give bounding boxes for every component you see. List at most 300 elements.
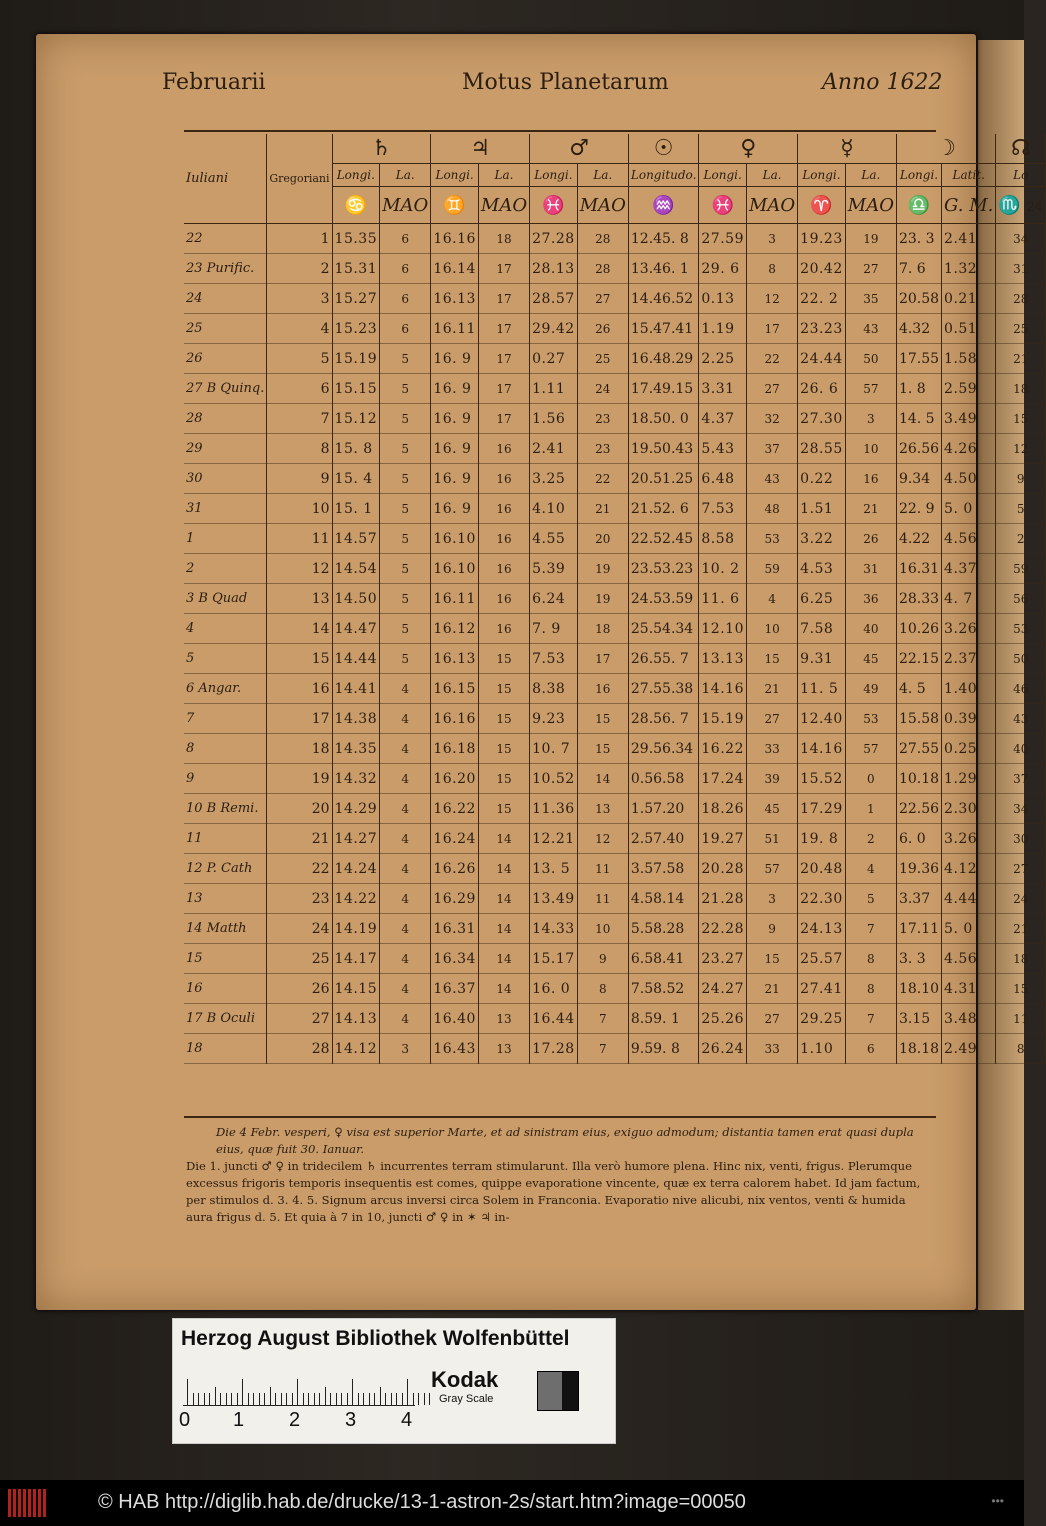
cell-mar: 4.10 (530, 494, 578, 524)
cell-jupl: 15 (478, 734, 529, 764)
cell-mer: 9.31 (798, 644, 846, 674)
cell-ven: 7.53 (699, 494, 747, 524)
cell-moon: 7. 6 (896, 254, 941, 284)
cell-greg: 2 (267, 254, 332, 284)
copyright-link[interactable]: © HAB http://diglib.hab.de/drucke/13-1-astron-2s/start.htm?image=00050 (98, 1491, 746, 1513)
cell-moonl: 4.37 (942, 554, 996, 584)
cell-jul: 27 B Quinq. (184, 374, 267, 404)
cell-venl: 8 (746, 254, 797, 284)
mercury-longi-header: Longi. (798, 164, 846, 187)
cell-jup: 16.11 (431, 314, 479, 344)
venus-lat-header: La. (746, 164, 797, 187)
cell-marl: 12 (577, 824, 628, 854)
mercury-sign: ♈ (798, 187, 846, 224)
cell-mer: 3.22 (798, 524, 846, 554)
cell-jup: 16.43 (431, 1034, 479, 1064)
cell-jup: 16.10 (431, 554, 479, 584)
table-row (184, 254, 1046, 284)
table-row (184, 524, 1046, 554)
ruler-tick (259, 1393, 260, 1405)
cell-ven: 21.28 (699, 884, 747, 914)
cell-sat: 14.13 (332, 1004, 380, 1034)
ruler-number: 4 (401, 1409, 413, 1431)
cell-ven: 27.59 (699, 224, 747, 254)
cell-jup: 16. 9 (431, 344, 479, 374)
cell-node: 21 (996, 914, 1046, 944)
cell-moon: 19.36 (896, 854, 941, 884)
cell-venl: 59 (746, 554, 797, 584)
cell-greg: 28 (267, 1034, 332, 1064)
cell-sun: 22.52.45 (628, 524, 699, 554)
cell-sat: 15.19 (332, 344, 380, 374)
cell-moon: 23. 3 (896, 224, 941, 254)
cell-jup: 16.40 (431, 1004, 479, 1034)
cell-moonl: 1.40 (942, 674, 996, 704)
month-heading: Februarii (162, 70, 266, 95)
cell-mar: 12.21 (530, 824, 578, 854)
cell-satl: 6 (380, 224, 431, 254)
cell-jup: 16.15 (431, 674, 479, 704)
cell-greg: 13 (267, 584, 332, 614)
cell-sun: 7.58.52 (628, 974, 699, 1004)
cell-moonl: 2.30 (942, 794, 996, 824)
cell-moon: 14. 5 (896, 404, 941, 434)
cell-ven: 29. 6 (699, 254, 747, 284)
cell-sat: 15. 8 (332, 434, 380, 464)
mao-label: MAO (478, 187, 529, 224)
cell-sun: 2.57.40 (628, 824, 699, 854)
moon-symbol: ☽ (896, 134, 995, 164)
cell-mer: 6.25 (798, 584, 846, 614)
cell-satl: 5 (380, 584, 431, 614)
table-row (184, 284, 1046, 314)
year-heading: Anno 1622 (822, 70, 943, 95)
table-row (184, 824, 1046, 854)
cell-ven: 1.19 (699, 314, 747, 344)
cell-jul: 9 (184, 764, 267, 794)
cell-satl: 4 (380, 884, 431, 914)
cell-jul: 28 (184, 404, 267, 434)
ruler-tick (237, 1393, 238, 1405)
cell-jul: 13 (184, 884, 267, 914)
table-row (184, 764, 1046, 794)
cell-sun: 12.45. 8 (628, 224, 699, 254)
cell-ven: 14.16 (699, 674, 747, 704)
cell-venl: 21 (746, 974, 797, 1004)
cell-sat: 14.50 (332, 584, 380, 614)
cell-sun: 28.56. 7 (628, 704, 699, 734)
ruler-number: 0 (179, 1409, 191, 1431)
cell-jupl: 14 (478, 824, 529, 854)
note-line-1: Die 4 Febr. vesperi, ♀ visa est superior Marte, et ad sinistram eius, exiguo admodum; distantia tamen erat quasi dupla eius, quæ fuit 30. Ianuar. (216, 1125, 914, 1156)
cell-mar: 5.39 (530, 554, 578, 584)
cell-marl: 9 (577, 944, 628, 974)
cell-jul: 26 (184, 344, 267, 374)
cell-greg: 11 (267, 524, 332, 554)
cell-mer: 4.53 (798, 554, 846, 584)
cell-marl: 15 (577, 704, 628, 734)
cell-jupl: 18 (478, 224, 529, 254)
cell-ven: 17.24 (699, 764, 747, 794)
cell-sun: 9.59. 8 (628, 1034, 699, 1064)
cell-venl: 10 (746, 614, 797, 644)
cell-node: 25 (996, 314, 1046, 344)
cell-marl: 16 (577, 674, 628, 704)
cell-moon: 9.34 (896, 464, 941, 494)
cell-mer: 27.30 (798, 404, 846, 434)
cell-sat: 14.32 (332, 764, 380, 794)
cell-marl: 8 (577, 974, 628, 1004)
cell-marl: 28 (577, 254, 628, 284)
cell-merl: 7 (845, 914, 896, 944)
cell-mer: 15.52 (798, 764, 846, 794)
cell-greg: 18 (267, 734, 332, 764)
cell-mer: 20.42 (798, 254, 846, 284)
cell-ven: 8.58 (699, 524, 747, 554)
cell-jupl: 17 (478, 344, 529, 374)
cell-sun: 19.50.43 (628, 434, 699, 464)
cell-sat: 14.41 (332, 674, 380, 704)
saturn-longi-header: Longi. (332, 164, 380, 187)
cell-jul: 6 Angar. (184, 674, 267, 704)
cell-moon: 4.22 (896, 524, 941, 554)
cell-moon: 3.37 (896, 884, 941, 914)
cell-greg: 3 (267, 284, 332, 314)
ruler-tick (292, 1393, 293, 1405)
cell-marl: 13 (577, 794, 628, 824)
cell-satl: 5 (380, 404, 431, 434)
cell-sun: 20.51.25 (628, 464, 699, 494)
ruler-tick (281, 1393, 282, 1405)
ruler-tick (336, 1393, 337, 1405)
cell-moon: 22. 9 (896, 494, 941, 524)
cell-marl: 14 (577, 764, 628, 794)
observation-notes (186, 1124, 934, 1226)
cell-jul: 2 (184, 554, 267, 584)
cell-venl: 33 (746, 1034, 797, 1064)
cell-sat: 15.15 (332, 374, 380, 404)
cell-marl: 23 (577, 404, 628, 434)
cell-jupl: 14 (478, 854, 529, 884)
cell-merl: 35 (845, 284, 896, 314)
cell-ven: 6.48 (699, 464, 747, 494)
cell-jul: 15 (184, 944, 267, 974)
cell-sun: 16.48.29 (628, 344, 699, 374)
cell-merl: 31 (845, 554, 896, 584)
cell-sat: 15.23 (332, 314, 380, 344)
cell-merl: 5 (845, 884, 896, 914)
table-row (184, 614, 1046, 644)
cell-merl: 6 (845, 1034, 896, 1064)
ruler-tick (319, 1393, 320, 1405)
table-bottom-rule (184, 1116, 936, 1118)
cell-venl: 3 (746, 224, 797, 254)
cell-jup: 16. 9 (431, 494, 479, 524)
cell-moon: 15.58 (896, 704, 941, 734)
ruler-tick (264, 1393, 265, 1405)
cell-venl: 4 (746, 584, 797, 614)
cell-satl: 5 (380, 434, 431, 464)
cell-jupl: 17 (478, 404, 529, 434)
cell-satl: 4 (380, 704, 431, 734)
ruler-tick (330, 1393, 331, 1405)
node-sign-glyph: ♏ (998, 194, 1021, 216)
ruler-tick (193, 1393, 194, 1405)
cell-sat: 14.22 (332, 884, 380, 914)
library-name: Herzog August Bibliothek Wolfenbüttel (181, 1327, 570, 1350)
cell-jul: 3 B Quad (184, 584, 267, 614)
cell-mar: 1.56 (530, 404, 578, 434)
ruler-tick (363, 1393, 364, 1405)
cell-mer: 22. 2 (798, 284, 846, 314)
cell-jul: 11 (184, 824, 267, 854)
cell-moon: 22.15 (896, 644, 941, 674)
cell-moonl: 2.41 (942, 224, 996, 254)
table-row (184, 644, 1046, 674)
cell-jul: 12 P. Cath (184, 854, 267, 884)
cell-merl: 40 (845, 614, 896, 644)
cell-sat: 15.27 (332, 284, 380, 314)
ruler-tick (402, 1393, 403, 1405)
cell-jul: 16 (184, 974, 267, 1004)
cell-mer: 12.40 (798, 704, 846, 734)
cell-satl: 4 (380, 944, 431, 974)
cell-mar: 0.27 (530, 344, 578, 374)
table-top-rule (184, 130, 936, 132)
cell-jupl: 15 (478, 674, 529, 704)
cell-sun: 27.55.38 (628, 674, 699, 704)
cell-moon: 17.55 (896, 344, 941, 374)
cell-jul: 10 B Remi. (184, 794, 267, 824)
mao-label: MAO (380, 187, 431, 224)
cell-greg: 20 (267, 794, 332, 824)
cell-venl: 48 (746, 494, 797, 524)
cell-marl: 20 (577, 524, 628, 554)
cell-node: 8 (996, 1034, 1046, 1064)
cell-sat: 15.12 (332, 404, 380, 434)
ruler-tick (418, 1393, 419, 1405)
cell-moonl: 4.56 (942, 944, 996, 974)
cell-jup: 16.18 (431, 734, 479, 764)
cell-ven: 12.10 (699, 614, 747, 644)
ruler-number: 2 (289, 1409, 301, 1431)
cell-node: 11 (996, 1004, 1046, 1034)
cell-satl: 5 (380, 464, 431, 494)
cell-node: 37 (996, 764, 1046, 794)
cell-moonl: 0.21 (942, 284, 996, 314)
cell-ven: 18.26 (699, 794, 747, 824)
cell-moonl: 4.50 (942, 464, 996, 494)
cell-sat: 14.19 (332, 914, 380, 944)
mars-symbol: ♂ (530, 134, 629, 164)
cell-venl: 22 (746, 344, 797, 374)
cell-sat: 15. 4 (332, 464, 380, 494)
color-target-card (172, 1318, 616, 1444)
cell-sat: 14.57 (332, 524, 380, 554)
jupiter-sign: ♊ (431, 187, 479, 224)
ruler-tick (242, 1379, 243, 1405)
sun-sign: ♒ (628, 187, 699, 224)
cell-greg: 27 (267, 1004, 332, 1034)
cell-satl: 5 (380, 374, 431, 404)
cell-jul: 24 (184, 284, 267, 314)
cell-sat: 14.38 (332, 704, 380, 734)
cell-merl: 19 (845, 224, 896, 254)
cell-venl: 51 (746, 824, 797, 854)
cell-merl: 1 (845, 794, 896, 824)
cell-mar: 1.11 (530, 374, 578, 404)
cell-venl: 45 (746, 794, 797, 824)
cell-sat: 14.27 (332, 824, 380, 854)
cell-ven: 24.27 (699, 974, 747, 1004)
mars-lat-header: La. (577, 164, 628, 187)
cell-sat: 14.54 (332, 554, 380, 584)
node-symbol: ☊ (996, 134, 1046, 164)
table-row (184, 434, 1046, 464)
cell-sun: 17.49.15 (628, 374, 699, 404)
cell-jup: 16. 9 (431, 404, 479, 434)
cell-jup: 16. 9 (431, 374, 479, 404)
cell-jup: 16.29 (431, 884, 479, 914)
cell-satl: 4 (380, 824, 431, 854)
cell-satl: 4 (380, 674, 431, 704)
cell-moon: 18.10 (896, 974, 941, 1004)
cell-mar: 17.28 (530, 1034, 578, 1064)
cell-merl: 21 (845, 494, 896, 524)
mercury-symbol: ☿ (798, 134, 897, 164)
cell-jul: 29 (184, 434, 267, 464)
cell-jupl: 17 (478, 254, 529, 284)
cell-greg: 17 (267, 704, 332, 734)
cell-venl: 21 (746, 674, 797, 704)
cell-sat: 15.35 (332, 224, 380, 254)
cell-satl: 4 (380, 854, 431, 884)
ruler-tick (424, 1393, 425, 1405)
cell-ven: 22.28 (699, 914, 747, 944)
cell-sat: 14.12 (332, 1034, 380, 1064)
cell-moonl: 4. 7 (942, 584, 996, 614)
ruler-tick (314, 1393, 315, 1405)
cell-mer: 27.41 (798, 974, 846, 1004)
cell-marl: 11 (577, 854, 628, 884)
cell-node: 46 (996, 674, 1046, 704)
cell-mar: 28.57 (530, 284, 578, 314)
cell-node: 21 (996, 344, 1046, 374)
cell-greg: 22 (267, 854, 332, 884)
cell-jupl: 15 (478, 764, 529, 794)
cell-ven: 3.31 (699, 374, 747, 404)
table-row (184, 674, 1046, 704)
ruler-tick (248, 1393, 249, 1405)
table-row (184, 884, 1046, 914)
cell-node: 30 (996, 824, 1046, 854)
cell-mar: 16. 0 (530, 974, 578, 1004)
table-row (184, 944, 1046, 974)
cell-ven: 15.19 (699, 704, 747, 734)
venus-sign: ♓ (699, 187, 747, 224)
cell-jul: 14 Matth (184, 914, 267, 944)
cell-mar: 28.13 (530, 254, 578, 284)
cell-sun: 15.47.41 (628, 314, 699, 344)
cell-satl: 4 (380, 974, 431, 1004)
saturn-sign: ♋ (332, 187, 380, 224)
cell-venl: 15 (746, 644, 797, 674)
cell-merl: 16 (845, 464, 896, 494)
cell-satl: 5 (380, 554, 431, 584)
cell-moonl: 0.51 (942, 314, 996, 344)
cell-jup: 16.16 (431, 704, 479, 734)
cell-greg: 5 (267, 344, 332, 374)
cell-jul: 22 (184, 224, 267, 254)
ruler-tick (341, 1393, 342, 1405)
cell-satl: 5 (380, 614, 431, 644)
moon-gm-header: G. M. (942, 187, 996, 224)
cell-venl: 27 (746, 704, 797, 734)
cell-marl: 11 (577, 884, 628, 914)
cell-mer: 28.55 (798, 434, 846, 464)
cell-marl: 21 (577, 494, 628, 524)
scale-ruler (183, 1371, 415, 1406)
cell-ven: 11. 6 (699, 584, 747, 614)
cell-ven: 4.37 (699, 404, 747, 434)
cell-moonl: 3.26 (942, 824, 996, 854)
cell-moon: 27.55 (896, 734, 941, 764)
ruler-tick (286, 1393, 287, 1405)
table-row (184, 734, 1046, 764)
mao-label: MAO (577, 187, 628, 224)
cell-moonl: 4.31 (942, 974, 996, 1004)
cell-jup: 16.26 (431, 854, 479, 884)
cell-moon: 4.32 (896, 314, 941, 344)
cell-mar: 14.33 (530, 914, 578, 944)
cell-jup: 16.10 (431, 524, 479, 554)
cell-moonl: 4.12 (942, 854, 996, 884)
cell-sat: 14.24 (332, 854, 380, 884)
cell-ven: 25.26 (699, 1004, 747, 1034)
cell-mar: 10. 7 (530, 734, 578, 764)
cell-jupl: 17 (478, 284, 529, 314)
ruler-tick (275, 1393, 276, 1405)
cell-merl: 53 (845, 704, 896, 734)
gray-scale-label: Gray Scale (439, 1393, 494, 1405)
cell-moonl: 2.37 (942, 644, 996, 674)
cell-sun: 8.59. 1 (628, 1004, 699, 1034)
cell-mer: 29.25 (798, 1004, 846, 1034)
cell-ven: 10. 2 (699, 554, 747, 584)
cell-mar: 4.55 (530, 524, 578, 554)
cell-moon: 26.56 (896, 434, 941, 464)
cell-mer: 14.16 (798, 734, 846, 764)
jupiter-symbol: ♃ (431, 134, 530, 164)
cell-greg: 25 (267, 944, 332, 974)
jupiter-longi-header: Longi. (431, 164, 479, 187)
ruler-tick (391, 1393, 392, 1405)
cell-jupl: 16 (478, 434, 529, 464)
cell-jul: 23 Purific. (184, 254, 267, 284)
cell-jul: 18 (184, 1034, 267, 1064)
table-body (184, 224, 1046, 1064)
cell-merl: 27 (845, 254, 896, 284)
cell-venl: 39 (746, 764, 797, 794)
cell-sun: 0.56.58 (628, 764, 699, 794)
cell-marl: 10 (577, 914, 628, 944)
cell-venl: 17 (746, 314, 797, 344)
cell-sun: 18.50. 0 (628, 404, 699, 434)
ruler-tick (308, 1393, 309, 1405)
cell-moonl: 4.56 (942, 524, 996, 554)
ruler-tick (215, 1387, 216, 1405)
cell-jupl: 16 (478, 464, 529, 494)
